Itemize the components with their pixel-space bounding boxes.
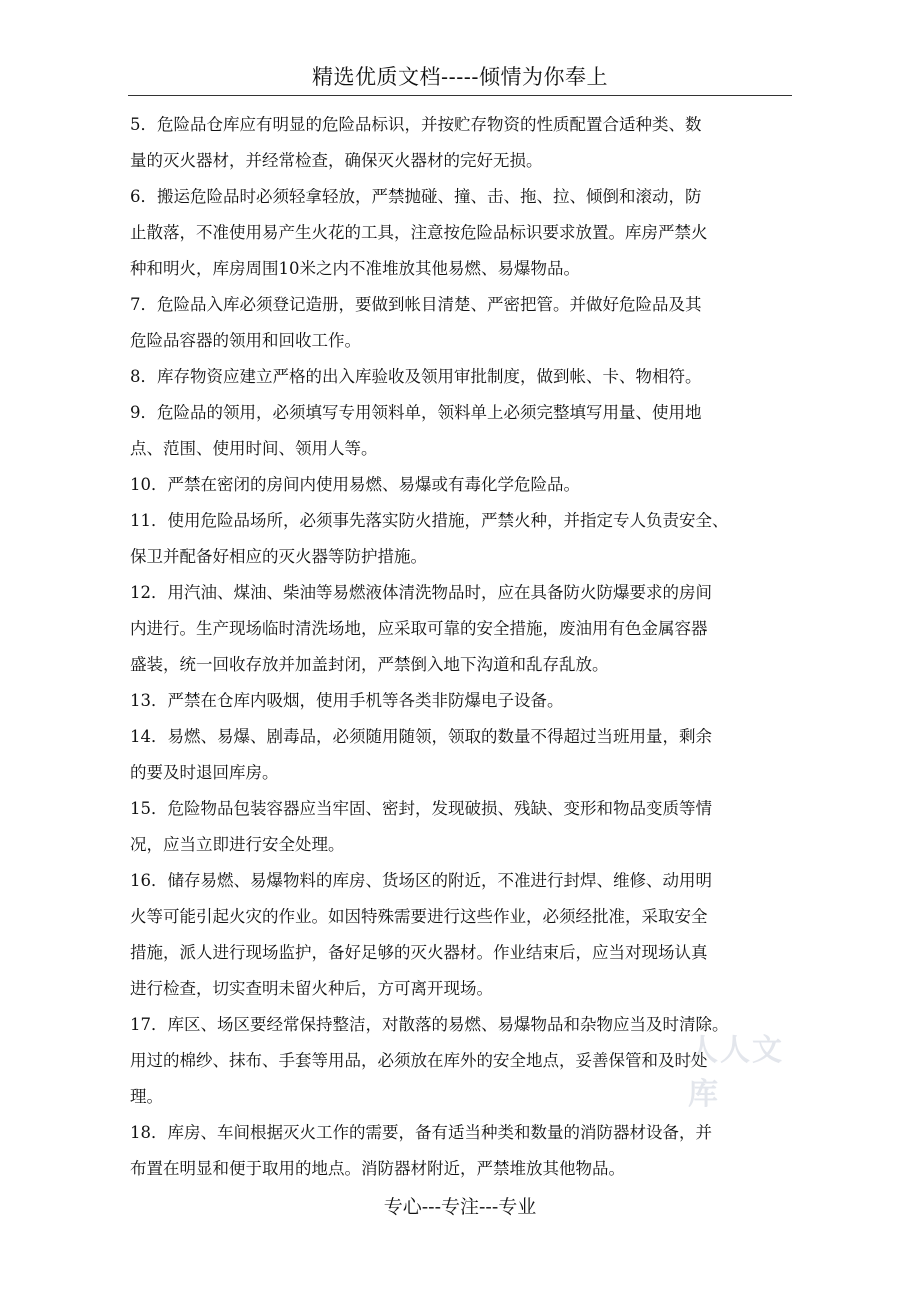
text-line: 9．危险品的领用，必须填写专用领料单，领料单上必须完整填写用量、使用地: [130, 403, 702, 422]
text-line: 危险品容器的领用和回收工作。: [130, 331, 361, 350]
text-line: 16．储存易燃、易爆物料的库房、货场区的附近，不准进行封焊、维修、动用明: [130, 871, 712, 890]
text-line: 内进行。生产现场临时清洗场地，应采取可靠的安全措施，废油用有色金属容器: [130, 619, 708, 638]
text-line: 17．库区、场区要经常保持整洁，对散落的易燃、易爆物品和杂物应当及时清除。: [130, 1015, 729, 1034]
text-line: 用过的棉纱、抹布、手套等用品，必须放在库外的安全地点，妥善保管和及时处: [130, 1051, 708, 1070]
text-line: 量的灭火器材，并经常检查，确保灭火器材的完好无损。: [130, 151, 543, 170]
text-line: 的要及时退回库房。: [130, 763, 279, 782]
text-line: 15．危险物品包装容器应当牢固、密封，发现破损、残缺、变形和物品变质等情: [130, 799, 712, 818]
document-body: [130, 107, 795, 1187]
text-line: 11．使用危险品场所，必须事先落实防火措施，严禁火种，并指定专人负责安全、: [130, 511, 729, 530]
text-line: 进行检查，切实查明未留火种后，方可离开现场。: [130, 979, 493, 998]
text-line: 布置在明显和便于取用的地点。消防器材附近，严禁堆放其他物品。: [130, 1159, 625, 1178]
text-line: 5．危险品仓库应有明显的危险品标识，并按贮存物资的性质配置合适种类、数: [130, 115, 702, 134]
text-line: 保卫并配备好相应的灭火器等防护措施。: [130, 547, 427, 566]
text-line: 14．易燃、易爆、剧毒品，必须随用随领，领取的数量不得超过当班用量，剩余: [130, 727, 712, 746]
watermark-text: 人人文库: [688, 1034, 784, 1111]
text-line: 18．库房、车间根据灭火工作的需要，备有适当种类和数量的消防器材设备，并: [130, 1123, 712, 1142]
text-line: 况，应当立即进行安全处理。: [130, 835, 345, 854]
text-line: 点、范围、使用时间、领用人等。: [130, 439, 378, 458]
text-line: 10．严禁在密闭的房间内使用易燃、易爆或有毒化学危险品。: [130, 475, 580, 494]
text-line: 6．搬运危险品时必须轻拿轻放，严禁抛碰、撞、击、拖、拉、倾倒和滚动，防: [130, 187, 702, 206]
text-line: 盛装，统一回收存放并加盖封闭，严禁倒入地下沟道和乱存乱放。: [130, 655, 609, 674]
header-divider: [128, 95, 792, 96]
text-line: 理。: [130, 1087, 163, 1106]
page-footer: 专心---专注---专业: [383, 1196, 537, 1218]
text-line: 措施，派人进行现场监护，备好足够的灭火器材。作业结束后，应当对现场认真: [130, 943, 708, 962]
page-header: 精选优质文档-----倾情为你奉上: [312, 65, 608, 89]
text-line: 7．危险品入库必须登记造册，要做到帐目清楚、严密把管。并做好危险品及其: [130, 295, 702, 314]
text-line: 火等可能引起火灾的作业。如因特殊需要进行这些作业，必须经批准，采取安全: [130, 907, 708, 926]
text-line: 种和明火，库房周围10米之内不准堆放其他易燃、易爆物品。: [130, 259, 580, 278]
text-line: 13．严禁在仓库内吸烟，使用手机等各类非防爆电子设备。: [130, 691, 564, 710]
text-line: 止散落，不准使用易产生火花的工具，注意按危险品标识要求放置。库房严禁火: [130, 223, 708, 242]
text-line: 12．用汽油、煤油、柴油等易燃液体清洗物品时，应在具备防火防爆要求的房间: [130, 583, 712, 602]
text-line: 8．库存物资应建立严格的出入库验收及领用审批制度，做到帐、卡、物相符。: [130, 367, 702, 386]
